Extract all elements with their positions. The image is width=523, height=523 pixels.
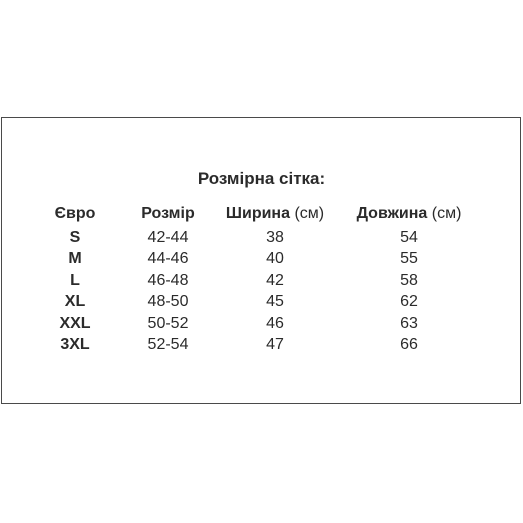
header-euro: Євро (54, 205, 96, 222)
header-length-label: Довжина (356, 205, 428, 222)
row-width: 47 (266, 336, 284, 353)
row-size-range: 42-44 (147, 229, 189, 246)
row-length: 63 (400, 315, 418, 332)
row-width: 42 (266, 272, 284, 289)
row-euro-size: S (69, 229, 81, 246)
row-length: 58 (400, 272, 418, 289)
row-euro-size: M (68, 250, 82, 267)
row-width: 45 (266, 293, 284, 310)
header-size: Розмір (141, 205, 195, 222)
row-length: 55 (400, 250, 418, 267)
size-chart-title: Розмірна сітка: (197, 169, 326, 188)
row-width: 38 (266, 229, 284, 246)
row-size-range: 46-48 (147, 272, 189, 289)
row-length: 54 (400, 229, 418, 246)
row-width: 46 (266, 315, 284, 332)
row-size-range: 48-50 (147, 293, 189, 310)
header-width-unit: (см) (294, 205, 325, 222)
row-length: 62 (400, 293, 418, 310)
row-size-range: 52-54 (147, 336, 189, 353)
header-width (226, 204, 324, 224)
header-length-unit: (см) (431, 205, 462, 222)
row-euro-size: 3XL (60, 336, 90, 353)
row-euro-size: XXL (59, 315, 91, 332)
row-size-range: 50-52 (147, 315, 189, 332)
header-width-label: Ширина (225, 205, 290, 222)
row-width: 40 (266, 250, 284, 267)
row-euro-size: XL (64, 293, 86, 310)
row-size-range: 44-46 (147, 250, 189, 267)
header-length (357, 204, 462, 224)
row-length: 66 (400, 336, 418, 353)
row-euro-size: L (70, 272, 80, 289)
